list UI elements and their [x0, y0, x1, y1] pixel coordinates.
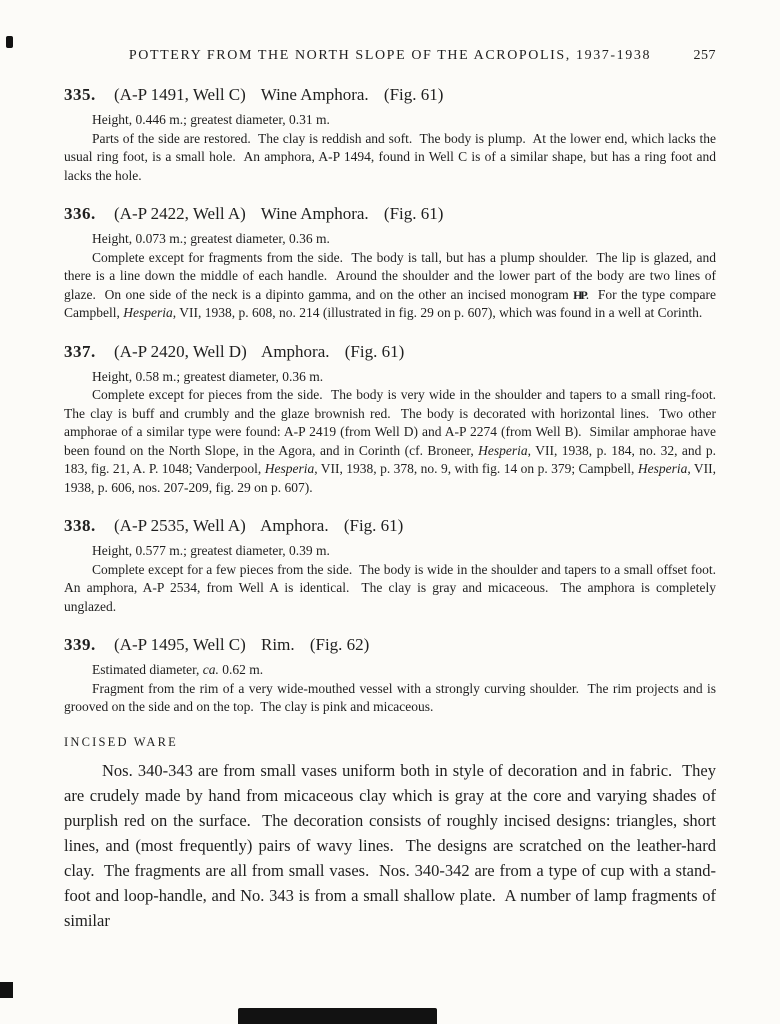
entry-inventory: (A-P 2420, Well D)	[114, 341, 247, 361]
entry-name: Amphora.	[261, 341, 330, 361]
entry-description: Complete except for pieces from the side. The body is very wide in the shoulder and tapers to a small ring-foot. The clay is buff and crumbly and the glaze brownish red. The body is decorated with horizontal lines. Two other amphorae of a similar type were found: A-P 2419 (from Well D) and A-P 2274 (from Well B). Similar amphorae have been found on the North Slope, in the Agora, and in Corinth (cf. Broneer, Hesperia, VII, 1938, p. 184, no. 32, and p. 183, fig. 21, A. P. 1048; Vanderpool, Hesperia, VII, 1938, p. 378, no. 9, with fig. 14 on p. 379; Campbell, Hesperia, VII, 1938, p. 606, nos. 207-209, fig. 29 on p. 607).	[64, 387, 723, 495]
running-head	[64, 48, 716, 66]
entry-figure-ref: (Fig. 61)	[383, 85, 444, 104]
entry-dimensions: Height, 0.577 m.; greatest diameter, 0.39 m.	[92, 543, 330, 558]
entry-figure-ref: (Fig. 61)	[344, 341, 405, 361]
entry-description: Complete except for fragments from the side. The body is tall, but has a plump shoulder. The lip is glazed, and there is a line down the middle of each handle. Around the shoulder and the lower part of the body are two lines of glaze. On one side of the neck is a dipinto gamma, and on the other an incised monogram HP. For the type compare Campbell, Hesperia, VII, 1938, p. 608, no. 214 (illustrated in fig. 29 on p. 607), which was found in a well at Corinth.	[64, 249, 720, 320]
entry-number: 335.	[64, 85, 96, 104]
scan-artifact-bottom-bar	[238, 1008, 437, 1024]
catalog-entry-338	[64, 515, 723, 616]
entry-description: Complete except for a few pieces from the side. The body is wide in the shoulder and tapers to a small offset foot. An amphora, A-P 2534, from Well A is identical. The clay is gray and micaceous. The amphora is completely unglazed.	[64, 561, 723, 614]
scan-artifact-bottom-left	[0, 982, 13, 998]
entry-inventory: (A-P 2535, Well A)	[114, 516, 246, 535]
section-heading: INCISED WARE	[64, 734, 179, 749]
entry-figure-ref: (Fig. 61)	[383, 204, 444, 223]
catalog-entry-335	[64, 84, 720, 185]
entry-number: 336.	[64, 204, 96, 223]
entry-heading	[64, 203, 716, 224]
entry-name: Rim.	[261, 635, 295, 654]
section-intro-paragraph: Nos. 340-343 are from small vases uniform both in style of decoration and in fabric. They are crudely made by hand from micaceous clay which is gray at the core and varying shades of purplish red on the surface. The decoration consists of roughly incised designs: triangles, short lines, and (most frequently) pairs of wavy lines. The designs are scratched on the leather-hard clay. The fragments are all from small vases. Nos. 340-342 are from a type of cup with a stand-foot and loop-handle, and No. 343 is from a small shallow plate. A number of lamp fragments of similar	[64, 760, 721, 930]
entry-number: 339.	[64, 635, 96, 654]
page-content	[64, 0, 723, 933]
entry-heading	[64, 341, 716, 362]
entry-inventory: (A-P 1495, Well C)	[114, 635, 246, 654]
entry-description: Parts of the side are restored. The clay is reddish and soft. The body is plump. At the lower end, which lacks the usual ring foot, is a small hole. An amphora, A-P 1494, found in Well C is of a similar shape, but has a ring foot and lacks the hole.	[64, 130, 720, 183]
catalog-entry-339	[64, 634, 720, 717]
entry-heading	[64, 515, 716, 536]
entry-description: Fragment from the rim of a very wide-mouthed vessel with a strongly curving shoulder. The rim projects and is grooved on the side and on the top. The clay is pink and micaceous.	[64, 680, 720, 714]
entry-name: Wine Amphora.	[260, 204, 369, 223]
entry-heading	[64, 634, 716, 655]
entry-figure-ref: (Fig. 62)	[309, 635, 370, 654]
entry-dimensions: Estimated diameter, ca. 0.62 m.	[92, 662, 264, 677]
entry-name: Amphora.	[260, 516, 329, 535]
entry-number: 337.	[64, 341, 96, 361]
entry-figure-ref: (Fig. 61)	[343, 516, 404, 535]
entry-inventory: (A-P 2422, Well A)	[114, 204, 246, 223]
entry-dimensions: Height, 0.073 m.; greatest diameter, 0.36 m.	[92, 231, 330, 246]
entry-heading	[64, 84, 716, 105]
entry-name: Wine Amphora.	[260, 85, 369, 104]
page-number: 257	[693, 48, 716, 63]
entry-dimensions: Height, 0.58 m.; greatest diameter, 0.36 m.	[92, 368, 324, 384]
entry-dimensions: Height, 0.446 m.; greatest diameter, 0.31 m.	[92, 112, 330, 127]
scan-artifact-top-left	[6, 36, 13, 48]
catalog-entry-336	[64, 203, 720, 323]
running-title: POTTERY FROM THE NORTH SLOPE OF THE ACROPOLIS, 1937-1938	[128, 48, 652, 63]
catalog-entry-337	[64, 341, 723, 498]
entry-number: 338.	[64, 516, 96, 535]
entry-inventory: (A-P 1491, Well C)	[114, 85, 246, 104]
